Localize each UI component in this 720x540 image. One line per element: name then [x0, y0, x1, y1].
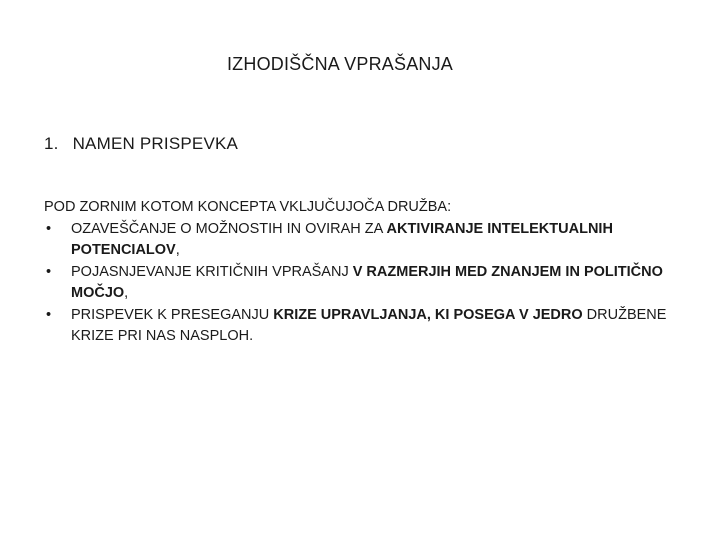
bullet-bold-text: V RAZMERJIH MED ZNANJEM IN POLITIČNO MOČJO — [71, 263, 663, 301]
bullet-text — [71, 262, 674, 305]
section-heading — [44, 134, 238, 154]
bullet-marker: • — [46, 263, 52, 280]
list-item — [44, 219, 674, 262]
bullet-normal-text: OZAVEŠČANJE O MOŽNOSTIH IN OVIRAH ZA — [71, 220, 387, 237]
bullet-tail-text: , — [124, 285, 129, 301]
bullet-normal-text: PRISPEVEK K PRESEGANJU — [71, 306, 274, 323]
bullet-text — [71, 305, 674, 348]
page-title — [0, 54, 680, 75]
bullet-tail-text: DRUŽBENE KRIZE PRI NAS NASPLOH. — [71, 306, 667, 344]
list-item — [44, 305, 674, 348]
bullet-marker: • — [46, 220, 52, 237]
list-item — [44, 262, 674, 305]
bullet-text — [71, 219, 674, 262]
bullet-normal-text: POJASNJEVANJE KRITIČNIH VPRAŠANJ — [71, 263, 353, 280]
bullet-bold-text: KRIZE UPRAVLJANJA, KI POSEGA V JEDRO — [273, 306, 583, 323]
bullet-bold-text: AKTIVIRANJE INTELEKTUALNIH POTENCIALOV — [71, 220, 613, 258]
title-text: IZHODIŠČNA VPRAŠANJA — [226, 54, 454, 74]
bullet-marker: • — [46, 306, 52, 323]
section-number: 1. — [44, 134, 59, 153]
section-heading-text: NAMEN PRISPEVKA — [72, 134, 239, 153]
body-text — [44, 197, 674, 348]
intro-line: POD ZORNIM KOTOM KONCEPTA VKLJUČUJOČA DRUŽBA: — [44, 199, 452, 215]
bullet-tail-text: , — [175, 242, 180, 258]
